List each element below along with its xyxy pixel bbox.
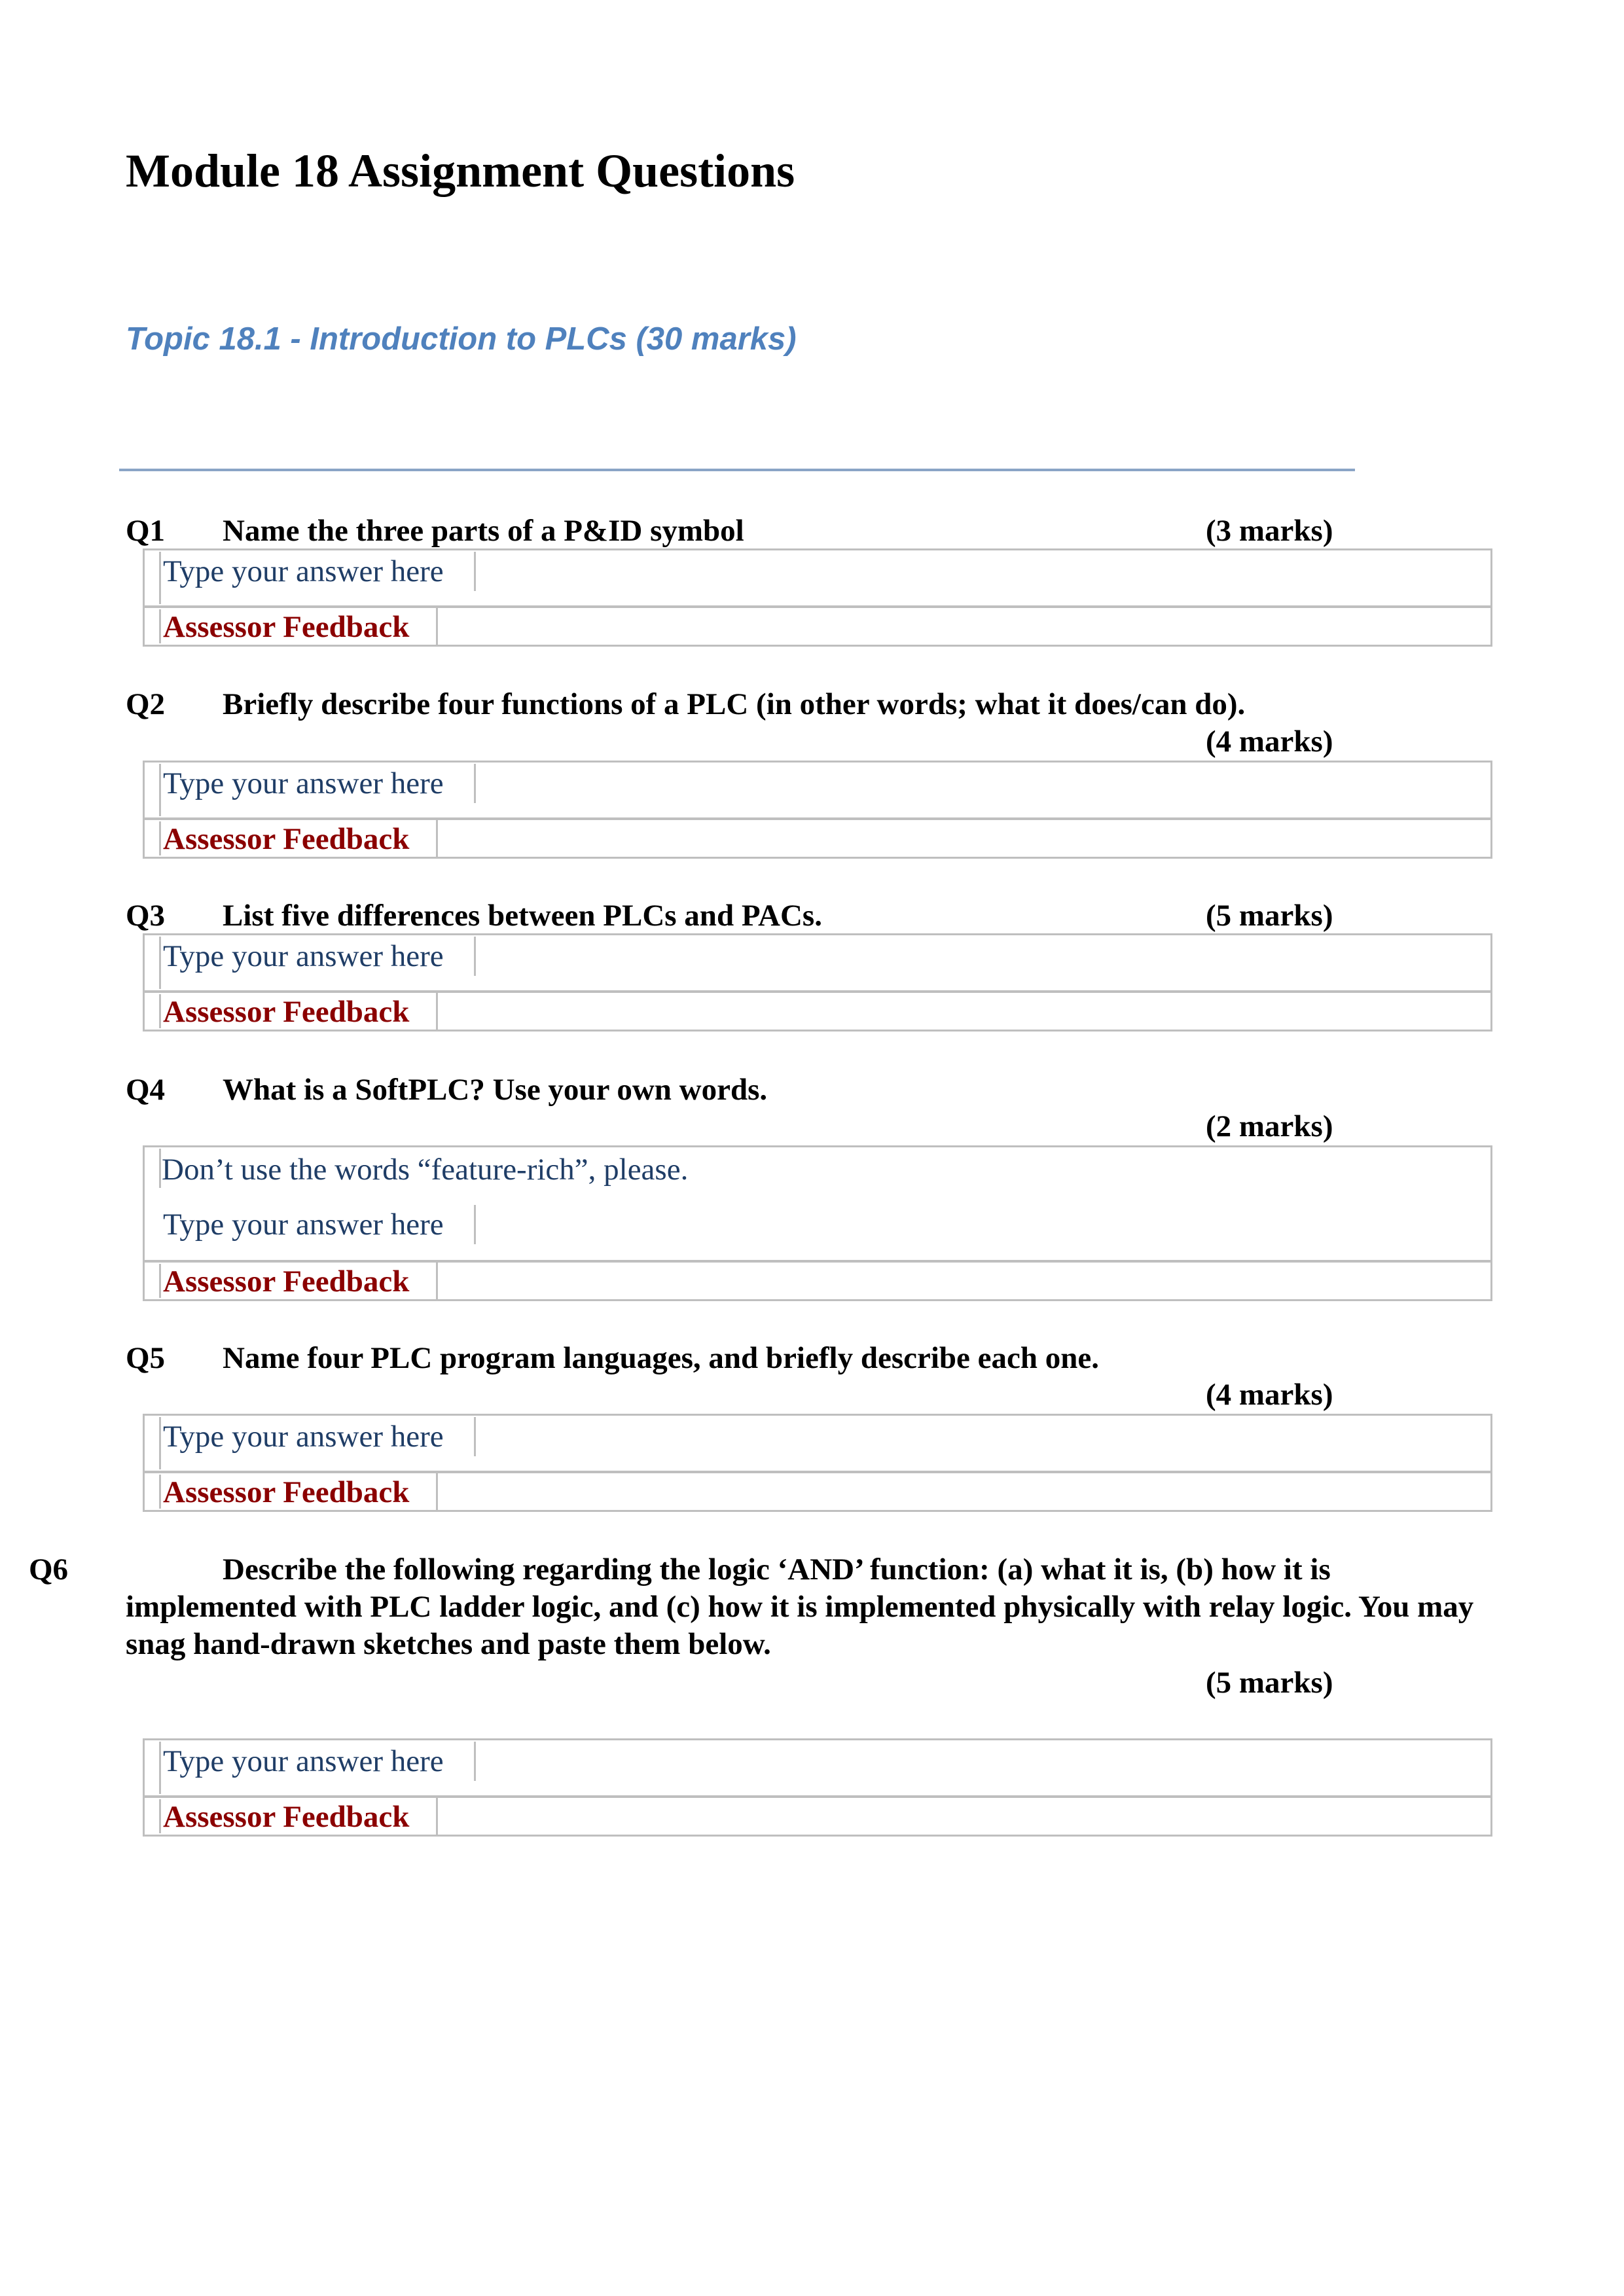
question-number: Q6 [29, 1552, 69, 1587]
question-number: Q3 [126, 899, 166, 933]
answer-input-q2[interactable]: Type your answer here [162, 764, 476, 803]
answer-input-q3[interactable]: Type your answer here [162, 937, 476, 976]
feedback-label: Assessor Feedback [162, 1473, 438, 1511]
question-text: Describe the following regarding the logic ‘AND’ function: (a) what it is, (b) how it is implemented with PLC ladder logic, and (c) how it is implemented physically with relay logic. You may snag hand-drawn sketches and paste them below. [126, 1552, 1474, 1661]
answer-note: Don’t use the words “feature-rich”, please. [162, 1153, 689, 1187]
answer-input-q1[interactable]: Type your answer here [162, 552, 476, 591]
answer-input-q6[interactable]: Type your answer here [162, 1742, 476, 1781]
question-marks: (2 marks) [1206, 1109, 1333, 1143]
feedback-box-q2[interactable] [143, 818, 1492, 859]
question-marks: (4 marks) [1206, 1378, 1333, 1412]
topic-divider [119, 469, 1355, 471]
question-marks: (4 marks) [1206, 725, 1333, 759]
feedback-label: Assessor Feedback [162, 608, 438, 646]
question-text: Name the three parts of a P&ID symbol [223, 514, 744, 548]
question-text-q6 [29, 1551, 1474, 1663]
question-marks: (3 marks) [1206, 514, 1333, 548]
answer-box-q6[interactable] [143, 1738, 1492, 1797]
feedback-label: Assessor Feedback [162, 1798, 438, 1836]
answer-input-q4[interactable]: Type your answer here [162, 1205, 476, 1244]
feedback-label: Assessor Feedback [162, 1263, 438, 1300]
answer-box-q2[interactable] [143, 761, 1492, 819]
feedback-box-q4[interactable] [143, 1261, 1492, 1301]
feedback-label: Assessor Feedback [162, 820, 438, 858]
answer-box-q5[interactable] [143, 1414, 1492, 1473]
question-marks: (5 marks) [1206, 1666, 1333, 1700]
feedback-label: Assessor Feedback [162, 993, 438, 1031]
question-number: Q4 [126, 1073, 166, 1107]
feedback-box-q1[interactable] [143, 606, 1492, 647]
question-number: Q1 [126, 514, 166, 548]
answer-box-q4[interactable] [143, 1145, 1492, 1262]
question-text: Name four PLC program languages, and briefly describe each one. [223, 1341, 1099, 1375]
question-marks: (5 marks) [1206, 899, 1333, 933]
document-title: Module 18 Assignment Questions [126, 145, 795, 197]
question-text: What is a SoftPLC? Use your own words. [223, 1073, 768, 1107]
question-number: Q2 [126, 687, 166, 721]
answer-box-q1[interactable] [143, 548, 1492, 607]
feedback-box-q3[interactable] [143, 991, 1492, 1031]
question-text: List five differences between PLCs and PACs. [223, 899, 822, 933]
feedback-box-q5[interactable] [143, 1471, 1492, 1512]
question-number: Q5 [126, 1341, 166, 1375]
topic-heading: Topic 18.1 - Introduction to PLCs (30 marks) [126, 321, 797, 357]
feedback-box-q6[interactable] [143, 1796, 1492, 1837]
answer-box-q3[interactable] [143, 933, 1492, 992]
answer-input-q5[interactable]: Type your answer here [162, 1417, 476, 1456]
question-text: Briefly describe four functions of a PLC (in other words; what it does/can do). [223, 687, 1246, 721]
